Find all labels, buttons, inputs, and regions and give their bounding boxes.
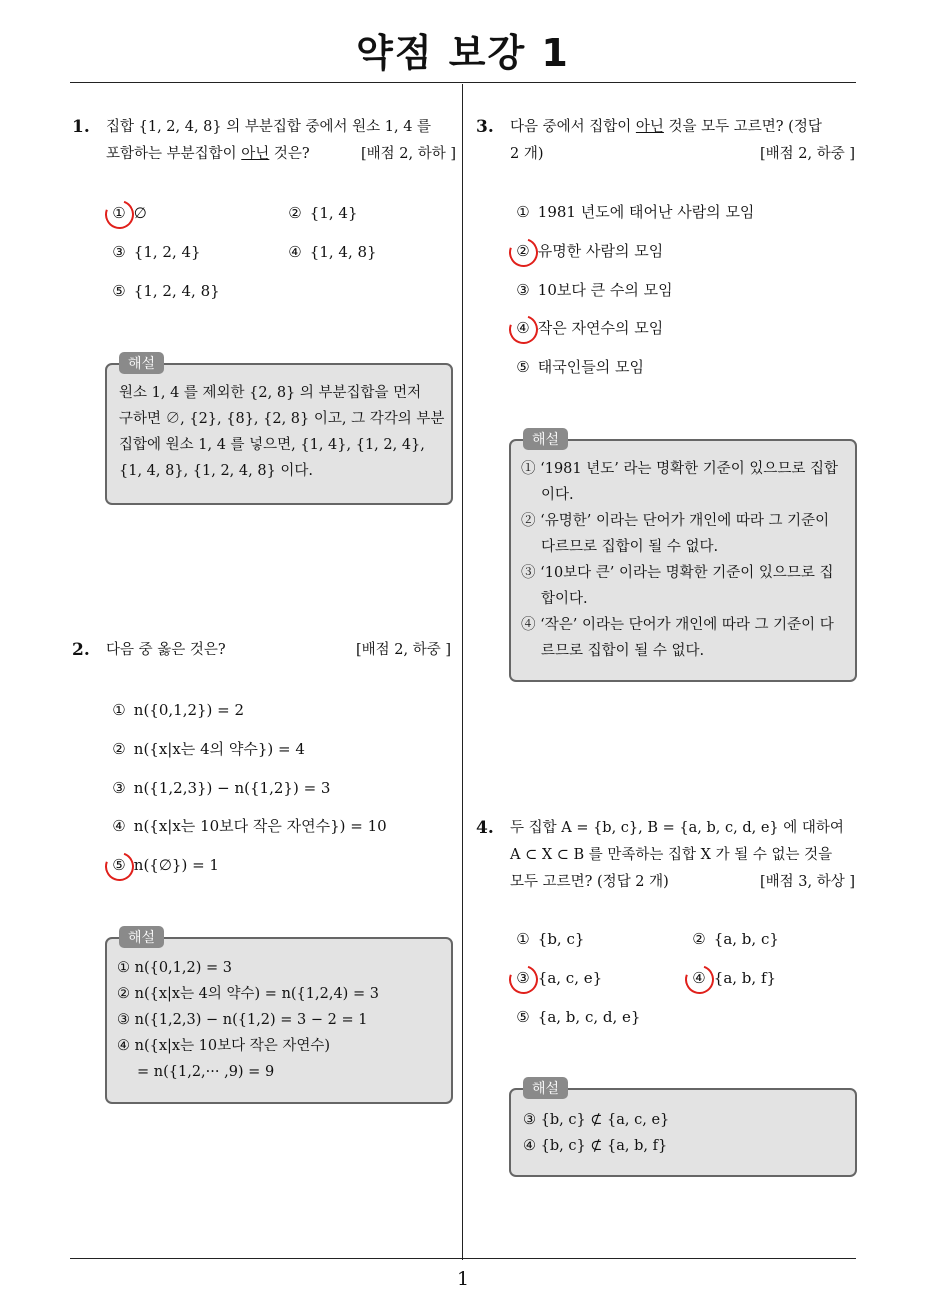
option-3[interactable]: [513, 968, 602, 988]
text-part: 다음 중에서 집합이: [510, 119, 636, 135]
solution-line: 다르므로 집합이 될 수 없다.: [541, 539, 719, 555]
option-mark: ①: [516, 203, 530, 221]
option-text: n({x|x는 10보다 작은 자연수}) = 10: [133, 817, 387, 835]
option-1[interactable]: [513, 929, 584, 949]
option-mark: ②: [288, 204, 302, 222]
option-text: n({∅}) = 1: [133, 856, 219, 874]
solution-line: ① ‘1981 년도’ 라는 명확한 기준이 있으므로 집합: [521, 461, 838, 477]
score-meta: [배점 3, 하상 ]: [759, 874, 855, 890]
header-rule: [70, 82, 856, 83]
underlined-word: 아닌: [241, 146, 270, 162]
option-mark: ⑤: [516, 358, 530, 376]
option-5[interactable]: [513, 357, 644, 377]
option-mark: ⑤: [516, 1008, 530, 1026]
solution-line: ④ n({x|x는 10보다 작은 자연수): [117, 1038, 331, 1054]
question-number: 3.: [476, 117, 494, 137]
option-4[interactable]: [285, 242, 377, 262]
score-meta: [배점 2, 하중 ]: [355, 642, 451, 658]
question-line: [510, 114, 855, 141]
option-5[interactable]: [109, 281, 220, 301]
option-mark: ③: [516, 281, 530, 299]
text-part: 모두 고르면? (정답 2 개): [510, 874, 669, 890]
page-title: 약점 보강 1: [356, 31, 570, 75]
option-text: 태국인들의 모임: [537, 358, 644, 376]
option-2[interactable]: [689, 929, 779, 949]
question-text: [106, 637, 451, 664]
option-mark: ⑤: [112, 282, 126, 300]
option-text: {a, c, e}: [537, 969, 603, 987]
option-1[interactable]: [109, 700, 244, 720]
solution-line: 구하면 ∅, {2}, {8}, {2, 8} 이고, 그 각각의 부분: [119, 411, 445, 427]
solution-line: ③ {b, c} ⊄ {a, c, e}: [523, 1112, 670, 1128]
solution-line: 이다.: [541, 487, 574, 503]
solution-line: 르므로 집합이 될 수 없다.: [541, 643, 705, 659]
option-text: {a, b, c, d, e}: [537, 1008, 641, 1026]
option-mark: ③: [112, 243, 126, 261]
option-1[interactable]: [513, 202, 754, 222]
solution-line: ④ ‘작은’ 이라는 단어가 개인에 따라 그 기준이 다: [521, 617, 834, 633]
question-line: 집합 {1, 2, 4, 8} 의 부분집합 중에서 원소 1, 4 를: [106, 119, 432, 135]
solution-line: 집합에 원소 1, 4 를 넣으면, {1, 4}, {1, 2, 4},: [119, 437, 425, 453]
column-divider: [462, 84, 463, 1260]
option-text: 유명한 사람의 모임: [537, 242, 664, 260]
underlined-word: 아닌: [635, 119, 664, 135]
text-part: 것은?: [269, 146, 310, 162]
option-2[interactable]: [109, 739, 305, 759]
option-text: 작은 자연수의 모임: [537, 319, 664, 337]
option-mark: ①: [112, 701, 126, 719]
option-mark: ②: [692, 930, 706, 948]
option-2[interactable]: [285, 203, 358, 223]
solution-line: ② ‘유명한’ 이라는 단어가 개인에 따라 그 기준이: [521, 513, 830, 529]
question-line: [106, 637, 451, 664]
option-text: {1, 2, 4}: [133, 243, 201, 261]
option-mark: ④: [112, 817, 126, 835]
question-line: A ⊂ X ⊂ B 를 만족하는 집합 X 가 될 수 없는 것을: [510, 847, 833, 863]
option-mark: ⑤: [109, 855, 129, 875]
question-text: [510, 114, 855, 168]
page-number: 1: [456, 1268, 470, 1290]
solution-line: ③ n({1,2,3) − n({1,2) = 3 − 2 = 1: [117, 1012, 368, 1028]
solution-line: = n({1,2,··· ,9) = 9: [137, 1064, 275, 1080]
option-mark: ④: [288, 243, 302, 261]
option-text: {a, b, c}: [713, 930, 779, 948]
option-1[interactable]: [109, 203, 147, 223]
option-2[interactable]: [513, 241, 663, 261]
question-line: 두 집합 A = {b, c}, B = {a, b, c, d, e} 에 대하여: [510, 820, 844, 836]
question-line: [106, 141, 456, 168]
option-text: 1981 년도에 태어난 사람의 모임: [537, 203, 755, 221]
solution-line: 합이다.: [541, 591, 588, 607]
solution-line: ① n({0,1,2) = 3: [117, 960, 232, 976]
solution-tag: 해설: [523, 1077, 568, 1099]
score-meta: [배점 2, 하하 ]: [360, 146, 456, 162]
option-mark: ②: [112, 740, 126, 758]
option-text: {1, 4}: [309, 204, 358, 222]
option-5[interactable]: [513, 1007, 640, 1027]
solution-tag: 해설: [523, 428, 568, 450]
option-5[interactable]: [109, 855, 219, 875]
option-4[interactable]: [109, 816, 387, 836]
text-part: 포함하는 부분집합이: [106, 146, 242, 162]
score-meta: [배점 2, 하중 ]: [759, 146, 855, 162]
question-number: 2.: [72, 640, 90, 660]
option-mark: ④: [689, 968, 709, 988]
option-mark: ③: [112, 779, 126, 797]
question-number: 4.: [476, 818, 494, 838]
option-3[interactable]: [109, 778, 330, 798]
option-mark: ③: [513, 968, 533, 988]
option-mark: ①: [109, 203, 129, 223]
option-text: n({0,1,2}) = 2: [133, 701, 245, 719]
option-mark: ①: [516, 930, 530, 948]
option-4[interactable]: [689, 968, 776, 988]
text-part: 2 개): [510, 146, 544, 162]
question-number: 1.: [72, 117, 90, 137]
text-part: 것을 모두 고르면? (정답: [663, 119, 822, 135]
option-text: {1, 2, 4, 8}: [133, 282, 220, 300]
option-mark: ④: [513, 318, 533, 338]
question-text: [106, 114, 456, 168]
solution-line: ④ {b, c} ⊄ {a, b, f}: [523, 1138, 668, 1154]
solution-line: {1, 4, 8}, {1, 2, 4, 8} 이다.: [119, 463, 314, 479]
solution-line: ③ ‘10보다 큰’ 이라는 명확한 기준이 있으므로 집: [521, 565, 834, 581]
option-3[interactable]: [109, 242, 201, 262]
option-4[interactable]: [513, 318, 663, 338]
solution-line: 원소 1, 4 를 제외한 {2, 8} 의 부분집합을 먼저: [119, 385, 422, 401]
option-mark: ②: [513, 241, 533, 261]
solution-line: ② n({x|x는 4의 약수) = n({1,2,4) = 3: [117, 986, 379, 1002]
question-line: [510, 141, 855, 168]
question-line: [510, 869, 855, 896]
option-text: {a, b, f}: [713, 969, 777, 987]
option-text: {b, c}: [537, 930, 585, 948]
option-text: n({1,2,3}) − n({1,2}) = 3: [133, 779, 331, 797]
solution-tag: 해설: [119, 926, 164, 948]
option-3[interactable]: [513, 280, 673, 300]
option-text: n({x|x는 4의 약수}) = 4: [133, 740, 305, 758]
question-text: [510, 815, 855, 896]
option-text: ∅: [133, 204, 147, 222]
option-text: {1, 4, 8}: [309, 243, 377, 261]
text-part: 다음 중 옳은 것은?: [106, 642, 226, 658]
footer-rule: [70, 1258, 856, 1259]
option-text: 10보다 큰 수의 모임: [537, 281, 673, 299]
solution-tag: 해설: [119, 352, 164, 374]
